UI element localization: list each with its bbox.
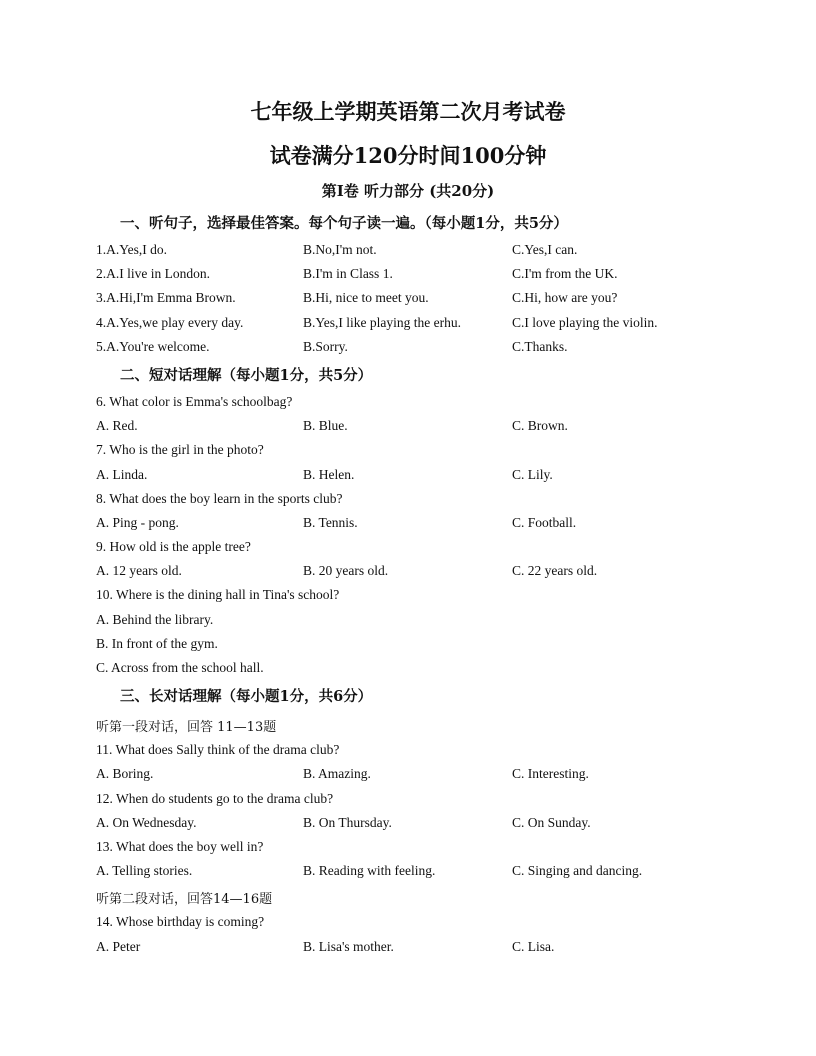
q14-option-c: C. Lisa. — [512, 939, 555, 954]
q13-option-c: C. Singing and dancing. — [512, 863, 643, 878]
section2-heading: 二、短对话理解（每小题1分，共5分） — [120, 367, 373, 384]
q11-question: 11. What does Sally think of the drama club? — [96, 742, 340, 757]
exam-subtitle: 试卷满分120分时间100分钟 — [269, 143, 547, 168]
s1-q4-option-a: 4.A.Yes,we play every day. — [96, 315, 244, 330]
q8-option-c: C. Football. — [512, 515, 577, 530]
q14-option-a: A. Peter — [96, 939, 141, 954]
q12-question: 12. When do students go to the drama club? — [96, 791, 334, 806]
q7-option-a: A. Linda. — [96, 467, 148, 482]
q7-question: 7. Who is the girl in the photo? — [96, 442, 264, 457]
q9-option-c: C. 22 years old. — [512, 563, 598, 578]
q8-option-a: A. Ping - pong. — [96, 515, 179, 530]
q14-question: 14. Whose birthday is coming? — [96, 914, 265, 929]
q12-option-c: C. On Sunday. — [512, 815, 591, 830]
s1-q3-option-c: C.Hi, how are you? — [512, 290, 618, 305]
q9-question: 9. How old is the apple tree? — [96, 539, 251, 554]
q11-option-b: B. Amazing. — [303, 766, 371, 781]
s1-q4-option-c: C.I love playing the violin. — [512, 315, 658, 330]
q10-option-c: C. Across from the school hall. — [96, 660, 264, 675]
s1-q3-option-b: B.Hi, nice to meet you. — [303, 290, 429, 305]
s1-q5-option-a: 5.A.You're welcome. — [96, 339, 210, 354]
s1-q1-option-b: B.No,I'm not. — [303, 242, 377, 257]
q10-option-b: B. In front of the gym. — [96, 636, 218, 651]
s1-q2-option-a: 2.A.I live in London. — [96, 266, 210, 281]
s1-q5-option-b: B.Sorry. — [303, 339, 348, 354]
q12-option-b: B. On Thursday. — [303, 815, 392, 830]
q13-question: 13. What does the boy well in? — [96, 839, 264, 854]
q7-option-b: B. Helen. — [303, 467, 355, 482]
q8-question: 8. What does the boy learn in the sports club? — [96, 491, 343, 506]
q13-option-a: A. Telling stories. — [96, 863, 193, 878]
exam-title: 七年级上学期英语第二次月考试卷 — [250, 99, 566, 124]
q10-option-a: A. Behind the library. — [96, 612, 214, 627]
q13-option-b: B. Reading with feeling. — [303, 863, 436, 878]
q6-option-a: A. Red. — [96, 418, 138, 433]
section1-heading: 一、听句子，选择最佳答案。每个句子读一遍。（每小题1分，共5分） — [120, 215, 568, 232]
q11-option-c: C. Interesting. — [512, 766, 589, 781]
s1-q4-option-b: B.Yes,I like playing the erhu. — [303, 315, 461, 330]
s1-q2-option-c: C.I'm from the UK. — [512, 266, 618, 281]
section3-heading: 三、长对话理解（每小题1分，共6分） — [120, 688, 373, 705]
dialog2-instruction: 听第二段对话，回答14—16题 — [96, 892, 273, 907]
q8-option-b: B. Tennis. — [303, 515, 358, 530]
q12-option-a: A. On Wednesday. — [96, 815, 197, 830]
q6-question: 6. What color is Emma's schoolbag? — [96, 394, 293, 409]
part-title: 第Ⅰ卷 听力部分 (共20分) — [321, 182, 495, 200]
q6-option-b: B. Blue. — [303, 418, 348, 433]
q9-option-a: A. 12 years old. — [96, 563, 182, 578]
q6-option-c: C. Brown. — [512, 418, 568, 433]
q7-option-c: C. Lily. — [512, 467, 553, 482]
q10-question: 10. Where is the dining hall in Tina's school? — [96, 587, 340, 602]
dialog1-instruction: 听第一段对话，回答 11—13题 — [96, 720, 277, 735]
s1-q2-option-b: B.I'm in Class 1. — [303, 266, 393, 281]
s1-q1-option-a: 1.A.Yes,I do. — [96, 242, 168, 257]
q14-option-b: B. Lisa's mother. — [303, 939, 394, 954]
q9-option-b: B. 20 years old. — [303, 563, 389, 578]
q11-option-a: A. Boring. — [96, 766, 154, 781]
s1-q1-option-c: C.Yes,I can. — [512, 242, 578, 257]
s1-q3-option-a: 3.A.Hi,I'm Emma Brown. — [96, 290, 236, 305]
s1-q5-option-c: C.Thanks. — [512, 339, 568, 354]
